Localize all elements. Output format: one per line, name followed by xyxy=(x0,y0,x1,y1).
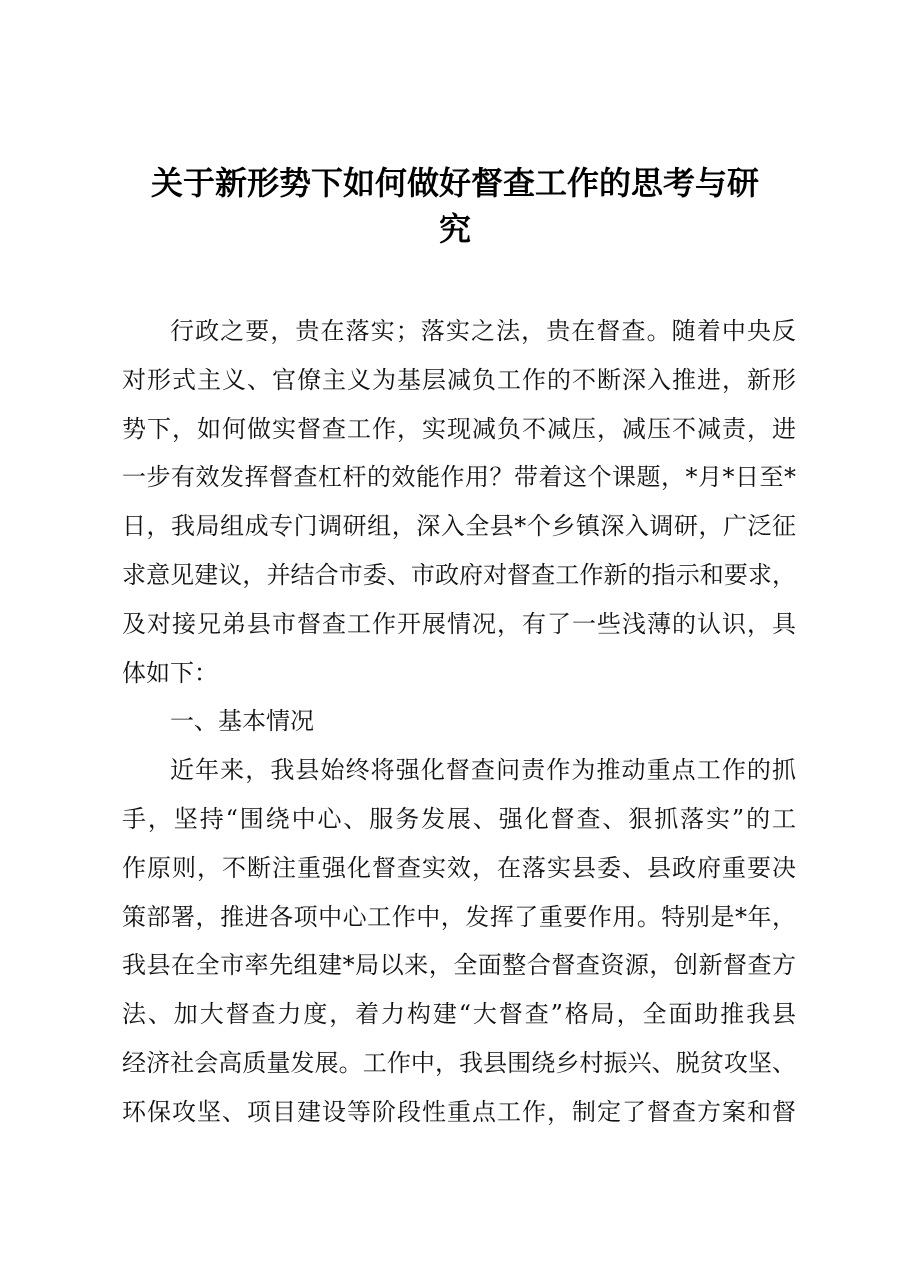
title-line-2: 究 xyxy=(438,210,471,248)
paragraph-line: 近年来，我县始终将强化督查问责作为推动重点工作的抓 xyxy=(170,756,796,785)
title-line-1: 关于新形势下如何做好督查工作的思考与研 xyxy=(150,164,759,202)
paragraph-line: 手，坚持“围绕中心、服务发展、强化督查、狠抓落实”的工 xyxy=(122,804,796,833)
paragraph-line: 日，我局组成专门调研组，深入全县*个乡镇深入调研，广泛征 xyxy=(122,512,796,541)
document-body xyxy=(122,307,796,1137)
paragraph-line: 求意见建议，并结合市委、市政府对督查工作新的指示和要求， xyxy=(122,560,796,589)
paragraph-line: 经济社会高质量发展。工作中，我县围绕乡村振兴、脱贫攻坚、 xyxy=(122,1048,796,1077)
paragraph-line: 我县在全市率先组建*局以来，全面整合督查资源，创新督查方 xyxy=(122,951,796,980)
paragraph-line: 作原则，不断注重强化督查实效，在落实县委、县政府重要决 xyxy=(122,853,796,882)
paragraph-line: 及对接兄弟县市督查工作开展情况，有了一些浅薄的认识，具 xyxy=(122,609,796,638)
paragraph-line: 势下，如何做实督查工作，实现减负不减压，减压不减责，进 xyxy=(122,414,796,443)
paragraph-line: 行政之要，贵在落实；落实之法，贵在督查。随着中央反 xyxy=(170,317,796,345)
paragraph-line: 环保攻坚、项目建设等阶段性重点工作，制定了督查方案和督 xyxy=(122,1097,796,1126)
paragraph-line: 一步有效发挥督查杠杆的效能作用？带着这个课题，*月*日至* xyxy=(122,463,796,492)
paragraph-line: 对形式主义、官僚主义为基层减负工作的不断深入推进，新形 xyxy=(122,365,796,394)
paragraph-line: 策部署，推进各项中心工作中，发挥了重要作用。特别是*年， xyxy=(122,902,796,931)
document-title xyxy=(120,160,790,252)
paragraph-line: 法、加大督查力度，着力构建“大督查”格局，全面助推我县 xyxy=(122,1000,796,1029)
paragraph-line: 体如下： xyxy=(122,658,218,687)
section-heading: 一、基本情况 xyxy=(170,707,314,736)
